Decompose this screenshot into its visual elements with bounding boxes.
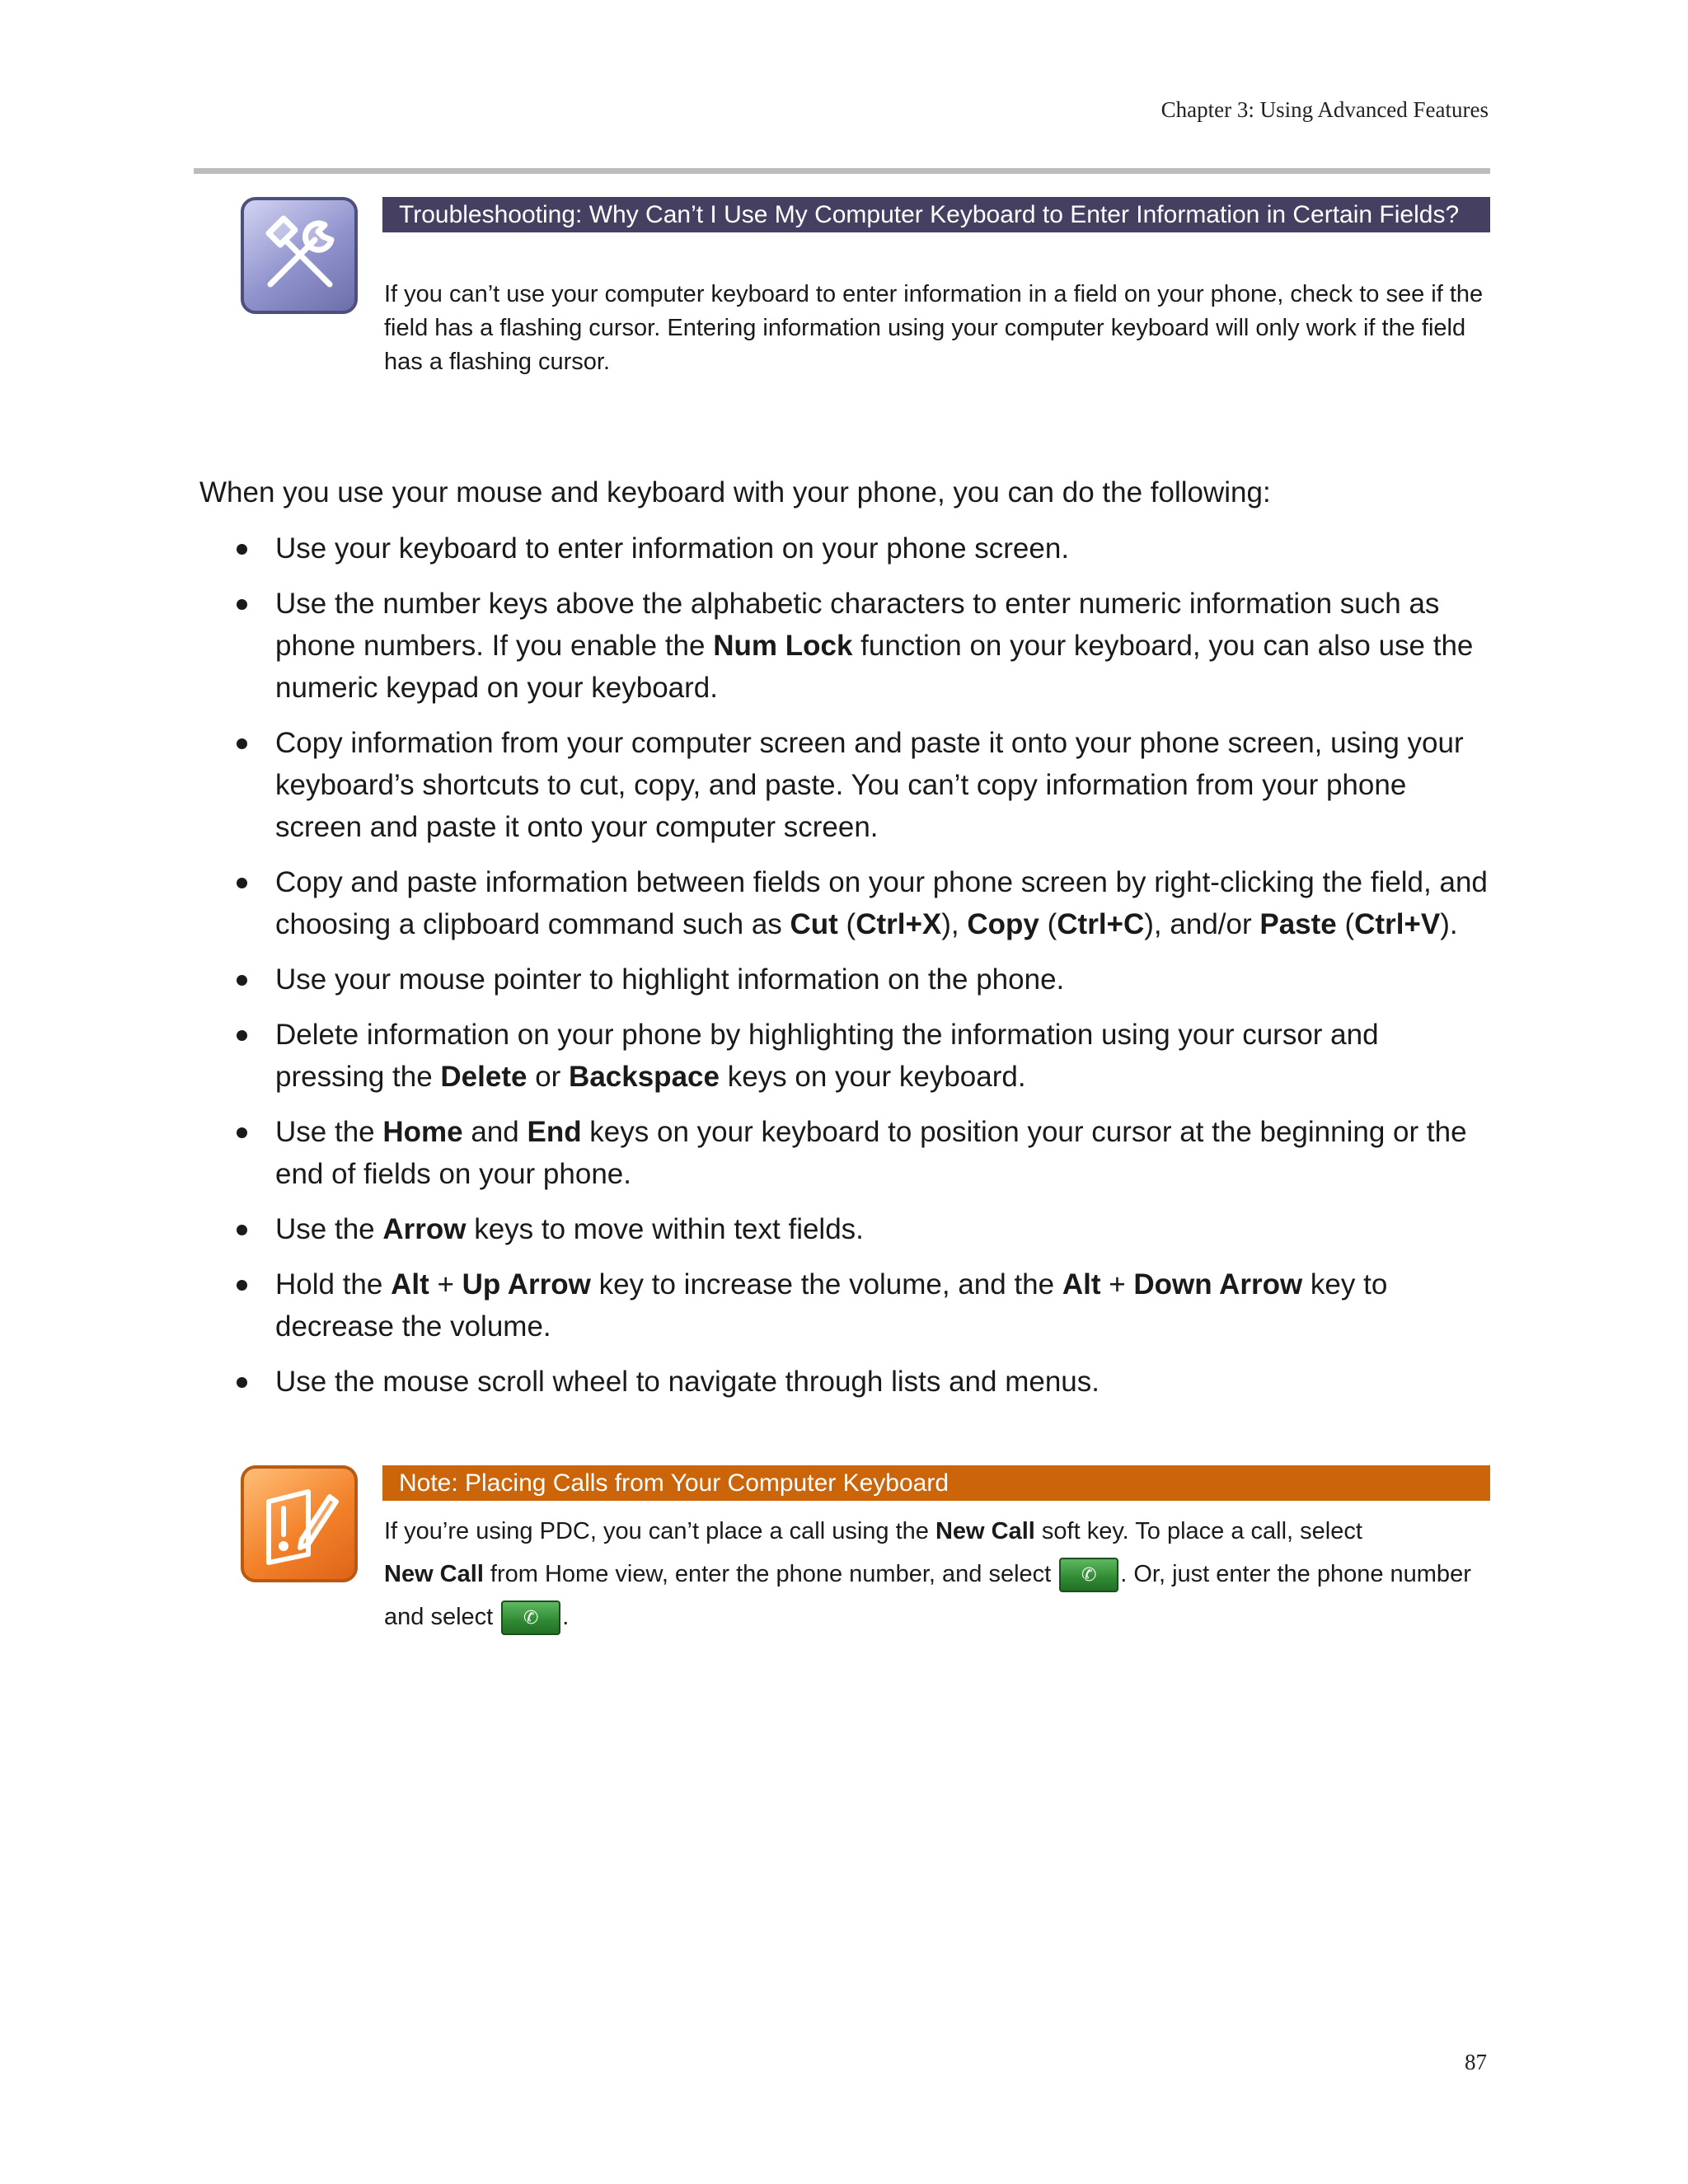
item-text: keys on your keyboard. [719, 1061, 1026, 1093]
key-name: Alt [391, 1268, 429, 1301]
note-text: If you’re using PDC, you can’t place a call using the [384, 1518, 935, 1544]
key-name: End [527, 1116, 582, 1148]
item-text: Use the number keys above the alphabetic characters to enter numeric information such as phone numbers. If you enable the [275, 588, 1440, 662]
key-name: Alt [1062, 1268, 1101, 1301]
key-name: Up Arrow [462, 1268, 591, 1301]
list-item [234, 1361, 1495, 1403]
header-rule [194, 168, 1490, 174]
list-item [234, 527, 1495, 569]
note-body [384, 1510, 1489, 1638]
command-name: Cut [790, 908, 838, 940]
key-name: Home [382, 1116, 463, 1148]
troubleshooting-body: If you can’t use your computer keyboard to enter information in a field on your phone, check to see if the field has a flashing cursor. Entering information using your computer keyboard will only work if the field has a flashing cursor. [384, 281, 1484, 375]
item-text: Use the [275, 1213, 383, 1245]
item-text: Use the mouse scroll wheel to navigate through lists and menus. [275, 1366, 1100, 1398]
note-title: Note: Placing Calls from Your Computer Keyboard [382, 1465, 1490, 1501]
item-text: Use your mouse pointer to highlight information on the phone. [275, 963, 1065, 996]
item-text: key to increase the volume, and the [590, 1268, 1062, 1301]
page-number: 87 [1465, 2050, 1487, 2074]
item-text: Copy information from your computer screen and paste it onto your phone screen, using your keyboard’s shortcuts to cut, copy, and paste. You can’t copy information from your phone screen and paste it onto your computer screen. [275, 727, 1464, 843]
item-text: keys to move within text fields. [466, 1213, 864, 1245]
intro-paragraph: When you use your mouse and keyboard with your phone, you can do the following: [199, 476, 1271, 509]
soft-key-name: New Call [384, 1561, 484, 1587]
item-text: ), [941, 908, 968, 940]
item-text: + [1100, 1268, 1134, 1301]
list-item [234, 1111, 1495, 1195]
list-item [234, 1263, 1495, 1347]
note-text: from Home view, enter the phone number, and select [483, 1561, 1058, 1587]
item-text: Hold the [275, 1268, 392, 1301]
phone-handset-icon: ✆ [523, 1607, 539, 1629]
list-item [234, 1014, 1495, 1098]
note-icon [241, 1465, 358, 1582]
item-text: ). [1440, 908, 1458, 940]
command-name: Paste [1259, 908, 1337, 940]
shortcut: Ctrl+V [1354, 908, 1441, 940]
troubleshooting-title: Troubleshooting: Why Can’t I Use My Computer Keyboard to Enter Information in Certain Fields? [382, 197, 1490, 232]
note-text: . [562, 1604, 570, 1630]
key-name: Num Lock [713, 630, 853, 662]
key-name: Backspace [569, 1061, 720, 1093]
item-text: or [527, 1061, 570, 1093]
item-text: Delete information on your phone by highlighting the information using your cursor and pressing the [275, 1019, 1379, 1093]
list-item [234, 722, 1495, 848]
item-text: + [429, 1268, 462, 1301]
key-name: Arrow [382, 1213, 467, 1245]
phone-handset-icon: ✆ [1081, 1564, 1097, 1586]
shortcut: Ctrl+X [856, 908, 942, 940]
item-text: ( [1039, 908, 1057, 940]
running-head: Chapter 3: Using Advanced Features [1160, 97, 1489, 122]
call-button [501, 1601, 560, 1635]
call-button [1059, 1558, 1118, 1592]
item-text: Use the [275, 1116, 383, 1148]
key-name: Delete [440, 1061, 528, 1093]
shortcut: Ctrl+C [1057, 908, 1145, 940]
item-text: keys on your keyboard to position your cursor at the beginning or the end of fields on your phone. [275, 1116, 1467, 1190]
command-name: Copy [967, 908, 1039, 940]
item-text: function on your keyboard, you can also use the numeric keypad on your keyboard. [275, 630, 1474, 704]
list-item [234, 958, 1495, 1001]
key-name: Down Arrow [1133, 1268, 1303, 1301]
list-item [234, 583, 1495, 709]
item-text: Copy and paste information between fields on your phone screen by right-clicking the field, and choosing a clipboard command such as [275, 866, 1488, 940]
item-text: ), and/or [1144, 908, 1260, 940]
item-text: key to decrease the volume. [275, 1268, 1388, 1343]
tools-icon [241, 197, 358, 314]
item-text: and [462, 1116, 528, 1148]
soft-key-name: New Call [935, 1518, 1035, 1544]
item-text: ( [1336, 908, 1355, 940]
note-text: soft key. To place a call, select [1034, 1518, 1362, 1544]
feature-list [234, 527, 1495, 1416]
item-text: ( [837, 908, 856, 940]
list-item [234, 1208, 1495, 1250]
list-item [234, 861, 1495, 945]
note-text: . Or, just enter the phone number and select [384, 1561, 1471, 1630]
item-text: Use your keyboard to enter information on your phone screen. [275, 532, 1070, 565]
